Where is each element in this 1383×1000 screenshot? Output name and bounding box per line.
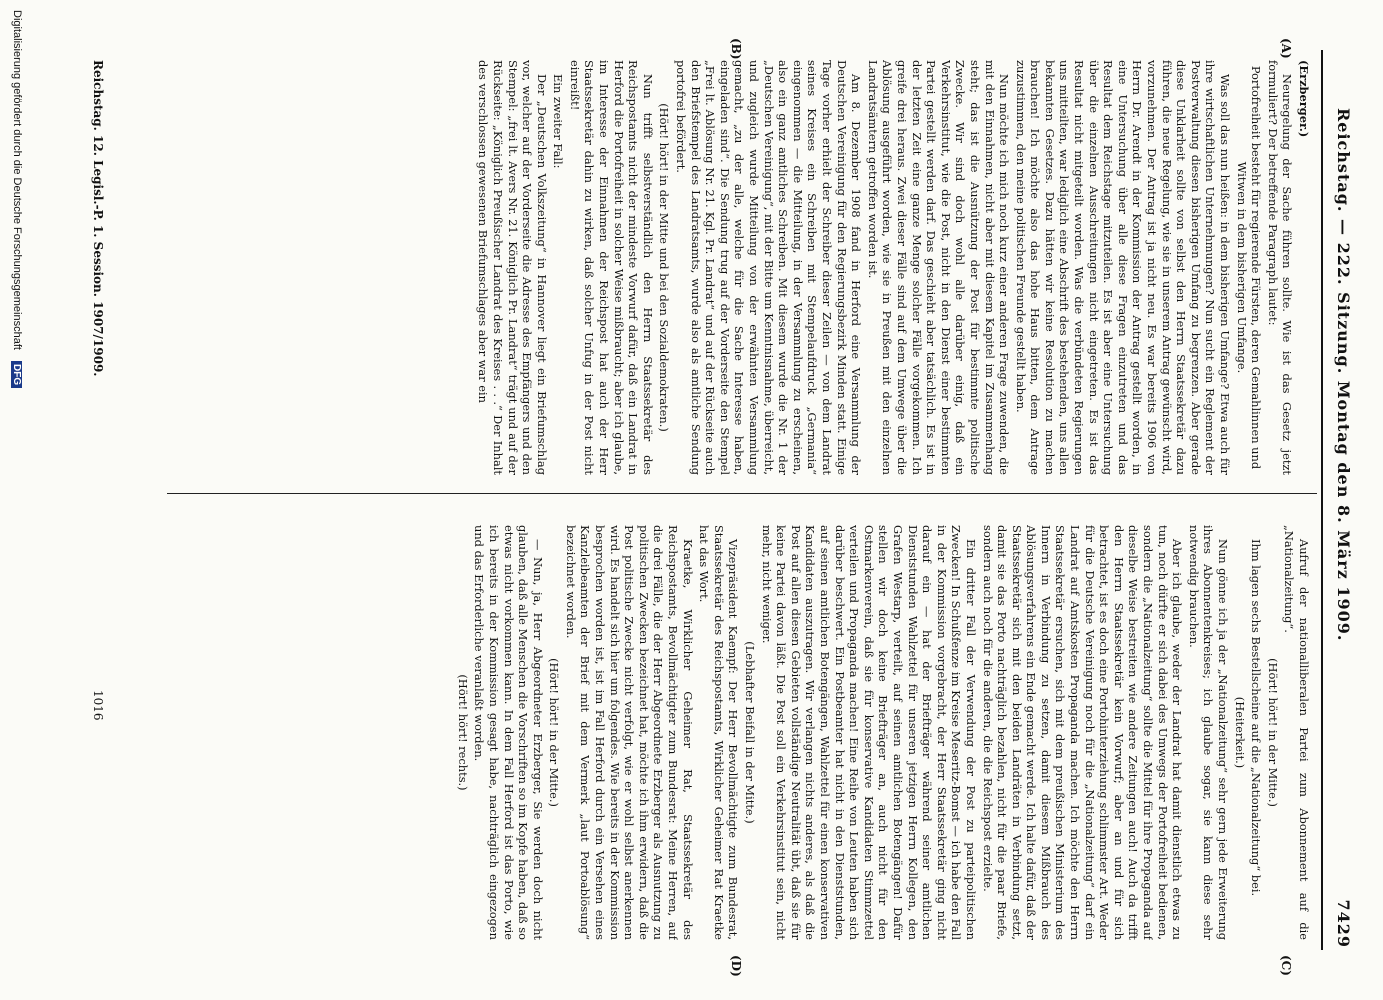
paragraph: Was soll das nun heißen: in dem bisherigen Umfange? Etwa auch für ihre wirtschaftlichen Unternehmungen? Nun sucht ein Reglement der Postverwaltung diesen bisherigen Umfang zu begrenzen. Aber gerade diese Unklarheit sollte von selbst den Herrn Staatssekretär dazu führen, die neue Regelung, wie sie in unserem Antrag gewünscht wird, vorzunehmen. Der Antrag ist ja nicht neu. Es war bereits 1906 von Herrn Dr. Arendt in der Kommission der Antrag gestellt worden, in eine Untersuchung über alle diese Fragen einzutreten und das Resultat dem Reichstage mitzuteilen. Es ist aber eine Untersuchung über die einzelnen Ausschreitungen nicht eingetreten. Es ist das Resultat nicht mitgeteilt worden. Was die verbündeten Regierungen uns mitteilten, war lediglich eine Abschrift des bestehenden, uns allen bekannten Gesetzes. Dazu hätten wir keine Resolution zu machen brauchen! Ich möchte also das hohe Haus bitten, dem Antrage zuzustimmen, den meine politischen Freunde gestellt haben. bbox=[1013, 60, 1233, 475]
paragraph: Der „Deutschen Volkszeitung“ in Hannover liegt ein Briefumschlag vor, welcher auf der Vorderseite die Adresse des Empfängers und den Stempel: „frei lt. Avers Nr. 21. Königlich Pr. Landrat“ trägt und auf der Rückseite: „Königlich Preußischer Landrat des Kreises . . .“ Der Inhalt des verschlossen gewesenen Briefumschlages aber war ein bbox=[476, 60, 549, 475]
quoted-law-text: Portofreiheit besteht für regierende Fürsten, deren Gemahlinnen und Witwen in dem bisherigen Umfange. bbox=[1234, 65, 1264, 470]
paragraph: Ihm lagen sechs Bestellscheine auf die „Nationalzeitung“ bei. bbox=[1249, 539, 1264, 897]
paragraph: Aufruf der nationalliberalen Partei zum Abonnement auf die „Nationalzeitung“. bbox=[1282, 525, 1311, 940]
paragraph: Vizepräsident Kaempf: Der Herr Bevollmächtigte zum Bundesrat, Staatssekretär des Reichspostamts, Wirklicher Geheimer Rat Kraetke hat das Wort. bbox=[697, 525, 741, 940]
digitization-notice bbox=[11, 10, 23, 990]
column-divider bbox=[167, 493, 1317, 494]
footer-page-number: 1016 bbox=[91, 690, 105, 721]
paragraph: Nun gönne ich ja der „Nationalzeitung“ sehr gern jede Erweiterung ihres Abonnentenkreises; ich glaube sogar, sie kann diese sehr notwendig brauchen. bbox=[1186, 525, 1231, 940]
interjection: (Hört! hört! rechts.) bbox=[455, 674, 470, 791]
text-column-left bbox=[161, 60, 1311, 475]
paragraph: Nun möchte ich mich noch kurz einer anderen Frage zuwenden, die mit den Einnahmen, nicht aber mit diesem Kapitel im Zusammenhang steht; das ist die Ausnützung der Post für bestimmte politische Zwecke. Wir sind doch wohl alle darüber einig, daß ein Verkehrsinstitut, wie die Post, nicht in den Dienst einer bestimmten Partei gestellt werden darf. Das geschieht aber tatsächlich. Es ist in der letzten Zeit eine ganze Menge solcher Fälle vorgekommen. Ich greife drei heraus. Zwei dieser Fälle sind auf dem Umwege über die Ablösung ausgeführt worden, wie sie in Preußen mit den einzelnen Landratsämtern getroffen worden ist. bbox=[865, 60, 1012, 475]
paragraph: — Nun, ja, Herr Abgeordneter Erzberger, Sie werden doch nicht glauben, daß alle Menschen die Vorschriften so im Kopfe haben, daß so etwas nicht vorkommen kann. In dem Fall Herford ist das Porto, wie ich bereits in der Kommission gesagt habe, nachträglich eingezogen und das Erforderliche veranlaßt worden. bbox=[472, 525, 545, 940]
page-number: 7429 bbox=[1334, 899, 1353, 948]
paragraph: Nun trifft selbstverständlich den Herrn Staatssekretär des Reichspostamts nicht der mindeste Vorwurf dafür, daß ein Landrat in Herford die Portofreiheit in solcher Weise mißbraucht; aber ich glaube, im Interesse der Einnahmen der Reichspost hat auch der Herr Staatssekretär dahin zu wirken, daß solcher Unfug in der Post nicht einreißt! bbox=[567, 60, 655, 475]
interjection: (Lebhafter Beifall in der Mitte.) bbox=[743, 641, 758, 824]
text-column-right bbox=[161, 525, 1311, 940]
margin-marker-b: (B) bbox=[729, 38, 743, 60]
header-rule bbox=[1321, 50, 1323, 950]
digitization-text: Digitalisierung gefördert durch die Deutsche Forschungsgemeinschaft bbox=[11, 10, 23, 350]
paragraph: Aber ich glaube, weder der Landrat hat damit dienstlich etwas zu tun, noch dürfte er sich dabei des Umwegs der Portofreiheit bedienen, sondern die „Nationalzeitung“ sollte die Mittel für ihre Propaganda auf dieselbe Weise bestreiten wie andere Zeitungen auch! Auch da trifft den Herrn Staatssekretär kein Vorwurf; aber an und für sich betrachtet, ist es doch eine Portohinterziehung schlimmster Art. Weder für die Deutsche Vereinigung noch für die „Nationalzeitung“ darf ein Landrat auf Amtskosten Propaganda machen. Ich möchte den Herrn Staatssekretär ersuchen, sich mit dem preußischen Ministerium des Innern in Verbindung zu setzen, damit diesem Mißbrauch des Ablösungsverfahrens ein Ende gemacht werde. Ich halte dafür, daß der Staatssekretär sich mit den beiden Landräten in Verbindung setzt, damit sie das Porto nachträglich bezahlen, nicht für die paar Briefe, sondern auch noch für die anderen, die die Reichspost erzielte. bbox=[980, 525, 1185, 940]
interjection: (Hört! hört! in der Mitte und bei den Sozialdemokraten.) bbox=[657, 103, 672, 432]
running-title: Reichstag. — 222. Sitzung. Montag den 8. März 1909. bbox=[1334, 108, 1353, 642]
margin-marker-a: (A) bbox=[1279, 38, 1293, 59]
footer-session-info: Reichstag. 12. Legisl.-P. 1. Session. 1907/1909. bbox=[91, 60, 105, 377]
paragraph: Neuregelung der Sache führen sollte. Wie ist das Gesetz jetzt formuliert? Der betreffende Paragraph lautet: bbox=[1265, 60, 1295, 475]
speaker-heading: (Erzberger.) bbox=[1297, 60, 1311, 138]
margin-marker-d: (D) bbox=[729, 955, 743, 977]
paragraph: Ein zweiter Fall: bbox=[551, 74, 566, 169]
paragraph: Am 8. Dezember 1908 fand in Herford eine Versammlung der Deutschen Vereinigung für den Regierungsbezirk Minden statt. Einige Tage vorher erhielt der Schreiber dieser Zeilen — von dem Landrat seines Kreises ein Schreiben mit Stempelaufdruck „Germania“ eingenommen — die Mitteilung, in der Versammlung zu erscheinen, also ein ganz amtliches Schreiben. Mit diesem wurde die Nr. 1 der „Deutschen Vereinigung“, mit der Bitte um Kenntnisnahme, überreicht, und zugleich wurde Mitteilung von der erwähnten Versammlung gemacht, „zu der alle, welche für die Sache Interesse haben, eingeladen sind“. Die Sendung trug auf der Vorderseite den Stempel „Frei lt. Ablösung Nr. 21. Kgl. Pr. Landrat“ und auf der Rückseite auch den Briefstempel des Landratsamts, wurde also als amtliche Sendung portofrei befördert. bbox=[674, 60, 864, 475]
page-header bbox=[1325, 48, 1353, 948]
margin-marker-c: (C) bbox=[1279, 955, 1293, 976]
paragraph: Kraetke, Wirklicher Geheimer Rat, Staatssekretär des Reichspostamts, Bevollmächtigter zum Bundesrat: Meine Herren, auf die drei Fälle, die der Herr Abgeordnete Erzberger als Ausnutzung zu politischen Zwecken bezeichnet hat, möchte ich ihm erwidern, daß die Post politische Zwecke nicht verfolgt, wie er wohl selbst anerkennen wird. Es handelt sich hier um folgendes. Wie bereits in der Kommission besprochen worden ist, ist im Fall Herford durch ein Versehen eines Kanzleibeamten der Brief mit dem Vermerk „laut Portoablösung“ bezeichnet worden. bbox=[563, 525, 695, 940]
interjection: (Heiterkeit.) bbox=[1232, 696, 1247, 769]
interjection: (Hört! hört! in der Mitte.) bbox=[547, 658, 562, 807]
dfg-logo: DFG bbox=[11, 361, 22, 388]
interjection: (Hört! hört! in der Mitte.) bbox=[1265, 658, 1280, 807]
paragraph: Ein dritter Fall der Verwendung der Post zu parteipolitischen Zwecken! In Schußfenze im Kreise Meseritz-Bomst — ich habe den Fall in der Kommission vorgebracht, der Herr Staatssekretär ging nicht darauf ein — hat der Briefträger während seiner amtlichen Dienststunden Wahlzettel für unseren jetzigen Herrn Kollegen, den Grafen Westarp, verteilt, auf seinen amtlichen Botengängen! Dafür stellen wir doch keine Briefträger an, auch nicht für den Ostmarkenverein, daß sie für konservative Kandidaten Stimmzettel verteilen und Propaganda machen! Eine Reihe von Leuten haben sich darüber beschwert. Ein Postbeamter hat nicht in den Dienststunden, auf seinen amtlichen Botengängen, Wahlzettel für einen konservativen Kandidaten auszutragen. Wir verlangen nichts anderes, als daß die Post auf allen diesen Gebieten vollständige Neutralität übt, daß sie für keine Partei davon läßt. Die Post soll ein Verkehrsinstitut sein, nicht mehr, nicht weniger. bbox=[759, 525, 978, 940]
